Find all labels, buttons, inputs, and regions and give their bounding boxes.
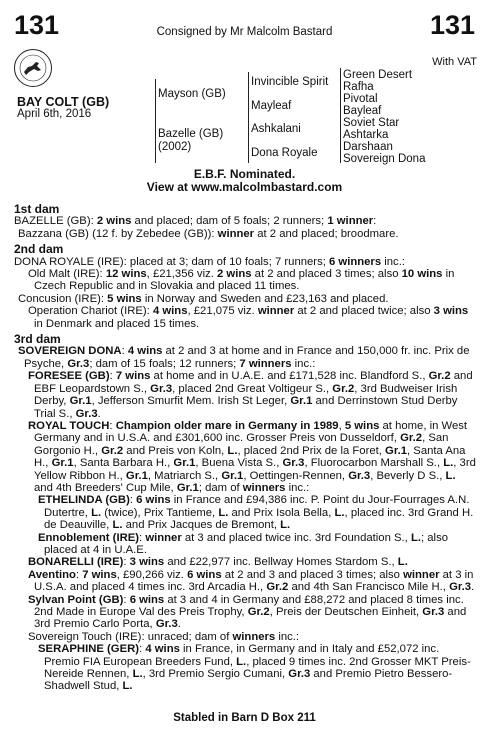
consignor: Consigned by Mr Malcolm Bastard bbox=[156, 26, 333, 38]
produce-record: ETHELINDA (GB): 6 wins in France and £94,386 inc. P. Point du Jour-Fourrages A.N. Dutertre, L. (twice), Prix Tantieme, L. and Prix Isola Bella, L., placed inc. 3rd Grand H. de Deauville, L. and Prix Jacques de Bremont, L. bbox=[38, 494, 474, 532]
pedigree-grandsire-2: Mayleaf bbox=[251, 100, 292, 112]
produce-record: BONARELLI (IRE): 3 wins and £22,977 inc. Bellway Homes Stardom S., L. bbox=[28, 556, 408, 569]
dam-record: BAZELLE (GB): 2 wins and placed; dam of 5 foals; 2 runners; 1 winner: bbox=[14, 215, 377, 228]
pedigree-dam-year: (2002) bbox=[158, 141, 192, 153]
stabling-info: Stabled in Barn D Box 211 bbox=[173, 712, 316, 724]
produce-record: Bazzana (GB) (12 f. by Zebedee (GB)): winner at 2 and placed; broodmare. bbox=[18, 227, 399, 240]
pedigree-ggs-5: Soviet Star bbox=[343, 117, 400, 129]
second-dam-record: DONA ROYALE (IRE): placed at 3; dam of 10 foals; 7 runners; 6 winners inc.: bbox=[14, 255, 405, 268]
produce-record: Concusion (IRE): 5 wins in Norway and Sweden and £23,163 and placed. bbox=[18, 292, 389, 305]
produce-record: Old Malt (IRE): 12 wins, £21,356 viz. 2 wins at 2 and placed 3 times; also 10 wins in Czech Republic and in Slovakia and placed 11 times. bbox=[28, 268, 455, 293]
pedigree-sire: Mayson (GB) bbox=[158, 88, 226, 100]
pedigree-dam: Bazelle (GB) bbox=[158, 128, 224, 140]
pedigree-ggs-2: Rafha bbox=[343, 81, 374, 93]
horse-dob: April 6th, 2016 bbox=[17, 108, 92, 120]
pedigree-grandsire-3: Ashkalani bbox=[251, 123, 301, 135]
third-dam-heading: 3rd dam bbox=[14, 332, 61, 347]
produce-record: Sylvan Point (GB): 6 wins at 3 and 4 in Germany and £88,272 and placed 8 times inc. 2nd Made in Europe Val des Preis Trophy, Gr.2, Preis der Deutschen Einheit, Gr.3 and 3rd Premio Carlo Porta, Gr.3. bbox=[28, 593, 467, 631]
produce-record: Ennoblement (IRE): winner at 3 and placed twice inc. 3rd Foundation S., L.; also placed at 4 in U.A.E. bbox=[38, 531, 449, 556]
vat-label: With VAT bbox=[432, 56, 477, 68]
pedigree-line-3 bbox=[340, 68, 341, 163]
ebf-nomination bbox=[0, 168, 489, 194]
catalogue-body bbox=[14, 200, 476, 693]
lot-number-left: 131 bbox=[14, 10, 60, 40]
produce-record: Aventino: 7 wins, £90,266 viz. 6 wins at 2 and 3 and placed 3 times; also winner at 3 in U.S.A. and placed 4 times inc. 3rd Arcadia H., Gr.2 and 4th San Francisco Mile H., Gr.3. bbox=[28, 568, 475, 594]
produce-record: Sovereign Touch (IRE): unraced; dam of winners inc.: bbox=[28, 630, 300, 643]
produce-record: Operation Chariot (IRE): 4 wins, £21,075 viz. winner at 2 and placed twice; also 3 wins in Denmark and placed 15 times. bbox=[28, 305, 469, 330]
produce-record: ROYAL TOUCH: Champion older mare in Germany in 1989, 5 wins at home, in West Germany and in U.S.A. and £301,600 inc. Grosser Preis von Dusseldorf, Gr.2, San Gorgonio H., Gr.2 and Preis von Koln, L., placed 2nd Prix de la Foret, Gr.1, Santa Ana H., Gr.1, Santa Barbara H., Gr.1, Buena Vista S., Gr.3, Fluorocarbon Marshall S., L., 3rd Yellow Ribbon H., Gr.1, Matriarch S., Gr.1, Oettingen-Rennen, Gr.3, Beverly D S., L. and 4th Breeders' Cup Mile, Gr.1; dam of winners inc.: bbox=[28, 419, 476, 494]
produce-record: SERAPHINE (GER): 4 wins in France, in Germany and in Italy and £52,072 inc. Premio FIA European Breeders Fund, L., placed 9 times inc. 2nd Grosser MKT Preis-Nereide Rennen, L., 3rd Premio Sergio Cumani, Gr.3 and Premio Pietro Bessero-Shadwell Stud, L. bbox=[38, 643, 471, 693]
pedigree-ggs-7: Darshaan bbox=[343, 141, 393, 153]
first-dam-heading: 1st dam bbox=[14, 202, 60, 216]
produce-record: FORESEE (GB): 7 wins at home and in U.A.E. and £171,528 inc. Blandford S., Gr.2 and EBF Leopardstown S., Gr.3, placed 2nd Great Voltigeur S., Gr.2, 3rd Budweiser Irish Derby, Gr.1, Jefferson Smurfit Mem. Irish St Leger, Gr.1 and Derrinstown Stud Derby Trial S., Gr.3. bbox=[28, 370, 473, 420]
pedigree-line-2 bbox=[248, 72, 249, 163]
pedigree-ggs-4: Bayleaf bbox=[343, 105, 382, 117]
horse-title: BAY COLT (GB) bbox=[17, 95, 110, 109]
lot-number-right: 131 bbox=[429, 10, 475, 40]
pedigree-ggs-3: Pivotal bbox=[343, 93, 378, 105]
second-dam-heading: 2nd dam bbox=[14, 242, 64, 257]
pedigree-ggs-6: Ashtarka bbox=[343, 129, 389, 141]
website-link[interactable]: View at www.malcolmbastard.com bbox=[146, 180, 343, 194]
thoroughbred-breeders-logo-icon bbox=[13, 48, 53, 88]
pedigree-ggs-8: Sovereign Dona bbox=[343, 153, 426, 165]
pedigree-grandsire-1: Invincible Spirit bbox=[251, 76, 329, 88]
third-dam-record: SOVEREIGN DONA: 4 wins at 2 and 3 at home and in France and 150,000 fr. inc. Prix de Psyche, Gr.3; dam of 15 foals; 12 runners; 7 winners inc.: bbox=[18, 345, 470, 370]
pedigree-line-1 bbox=[155, 79, 156, 163]
ebf-label: E.B.F. Nominated. bbox=[193, 167, 296, 181]
pedigree-grandsire-4: Dona Royale bbox=[251, 147, 318, 159]
pedigree-ggs-1: Green Desert bbox=[343, 69, 413, 81]
